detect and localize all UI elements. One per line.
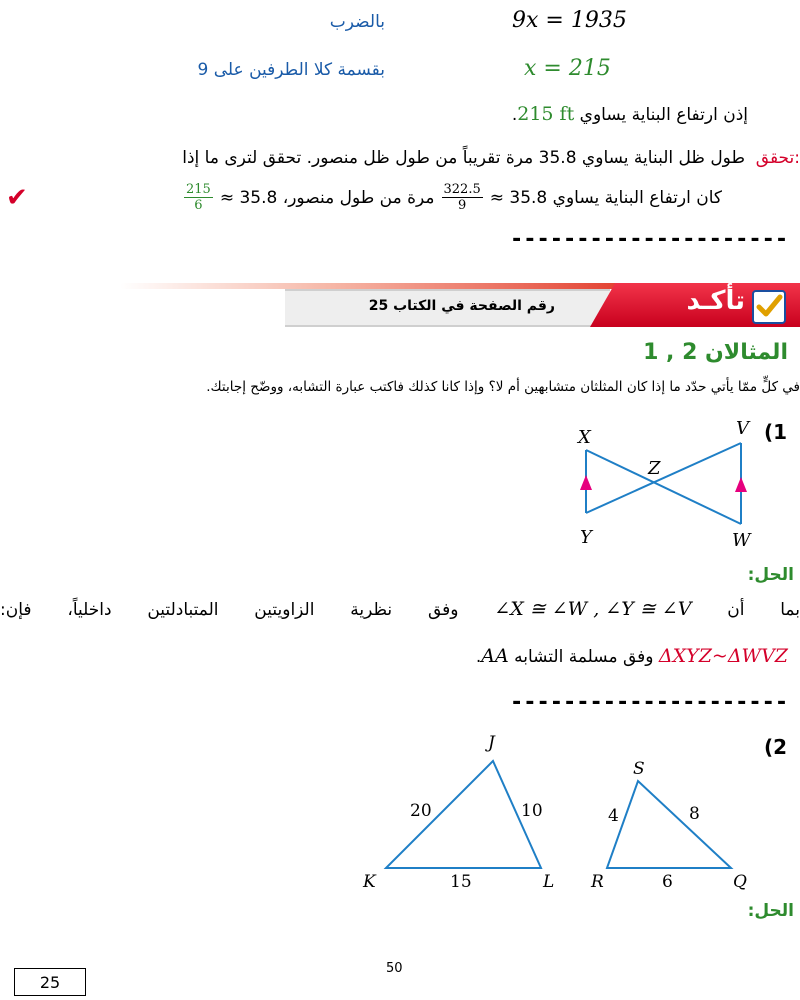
step-note-1: بالضرب [329,12,385,32]
label-v: V [736,418,749,439]
side-sr: 4 [608,806,619,826]
page-number: 50 [386,961,403,976]
side-sq: 8 [689,804,700,824]
parallel-arrow-right [735,477,747,492]
fraction-215-over-6 [184,182,213,213]
problem-1-solution-label: الحل: [747,565,794,585]
book-page-box: 25 [14,968,86,996]
step-equation-1: 9x = 1935 [512,8,627,33]
line-2-end: . [475,647,482,667]
label-q: Q [733,872,747,892]
problem-2-number: (2 [764,735,788,759]
label-s: S [633,759,645,779]
label-y: Y [580,527,592,548]
parallel-arrow-left [580,475,592,490]
banner-title: تأكـد [686,286,745,316]
check-box-icon-glyph [754,292,784,322]
line-1-math: ∠X ≅ ∠W , ∠Y ≅ ∠V [494,598,692,620]
conclusion-end: . [511,105,518,125]
fraction-numerator: 322.5 [443,182,481,197]
check-line-1: طول ظل البناية يساوي 35.8 مرة تقريباً من طول ظل منصور. تحقق لترى ما إذا [182,148,745,168]
label-w: W [732,530,751,551]
fraction-denominator: 9 [457,198,467,213]
problem-1-number: (1 [764,420,788,444]
conclusion-value: 215 ft [517,103,575,125]
problem-1-line-1 [0,598,800,620]
label-z: Z [648,458,661,479]
side-jl: 10 [521,801,543,821]
label-j-html: J [488,733,495,753]
instruction-text: في كلٍّ ممّا يأتي حدّد ما إذا كان المثلثان متشابهين أم لا؟ وإذا كانا كذلك فاكتب عبارة التشابه، ووضّح إجابتك. [206,379,800,395]
figure-two-triangles [355,755,775,895]
check-line-2 [181,182,722,213]
examples-heading: المثالان 2 , 1 [643,340,788,365]
conclusion-text: إذن ارتفاع البناية يساوي [579,105,748,125]
step-note-2: بقسمة كلا الطرفين على 9 [197,60,385,80]
step-equation-2: x = 215 [524,56,611,81]
similarity-statement: ΔXYZ~ΔWVZ [658,645,788,667]
line-1-start: بما أن [727,600,800,620]
figure-bowtie-triangles [560,410,780,560]
check-label: تحقق: [755,148,800,168]
separator-dashes: --------------------- [510,690,789,715]
label-l: L [543,872,555,892]
separator-dashes: --------------------- [510,227,789,252]
check-line-2-mid: مرة من طول منصور، 35.8 ≈ [219,187,435,208]
conclusion-line [512,103,748,125]
line-2-text: وفق مسلمة التشابه [514,647,654,667]
fraction-numerator: 215 [185,182,211,197]
check-box-icon [752,290,786,324]
triangle-srq [607,781,731,868]
check-line-2-start: كان ارتفاع البناية يساوي 35.8 ≈ [489,187,722,208]
label-r: R [591,872,604,892]
line-2-aa: AA [481,645,509,667]
side-jk: 20 [410,801,432,821]
problem-2-solution-label: الحل: [747,901,794,921]
label-k: K [363,872,376,892]
checkmark-icon: ✔ [6,183,28,213]
problem-1-line-2 [476,645,788,667]
fraction-322-5-over-9 [442,182,483,213]
label-x: X [578,427,591,448]
side-rq: 6 [662,872,673,892]
fraction-denominator: 6 [194,198,203,213]
side-kl: 15 [450,872,472,892]
banner-subtitle: رقم الصفحة في الكتاب 25 [368,298,555,314]
line-1-end: وفق نظرية الزاويتين المتبادلتين داخلياً، فإن: [0,600,459,620]
